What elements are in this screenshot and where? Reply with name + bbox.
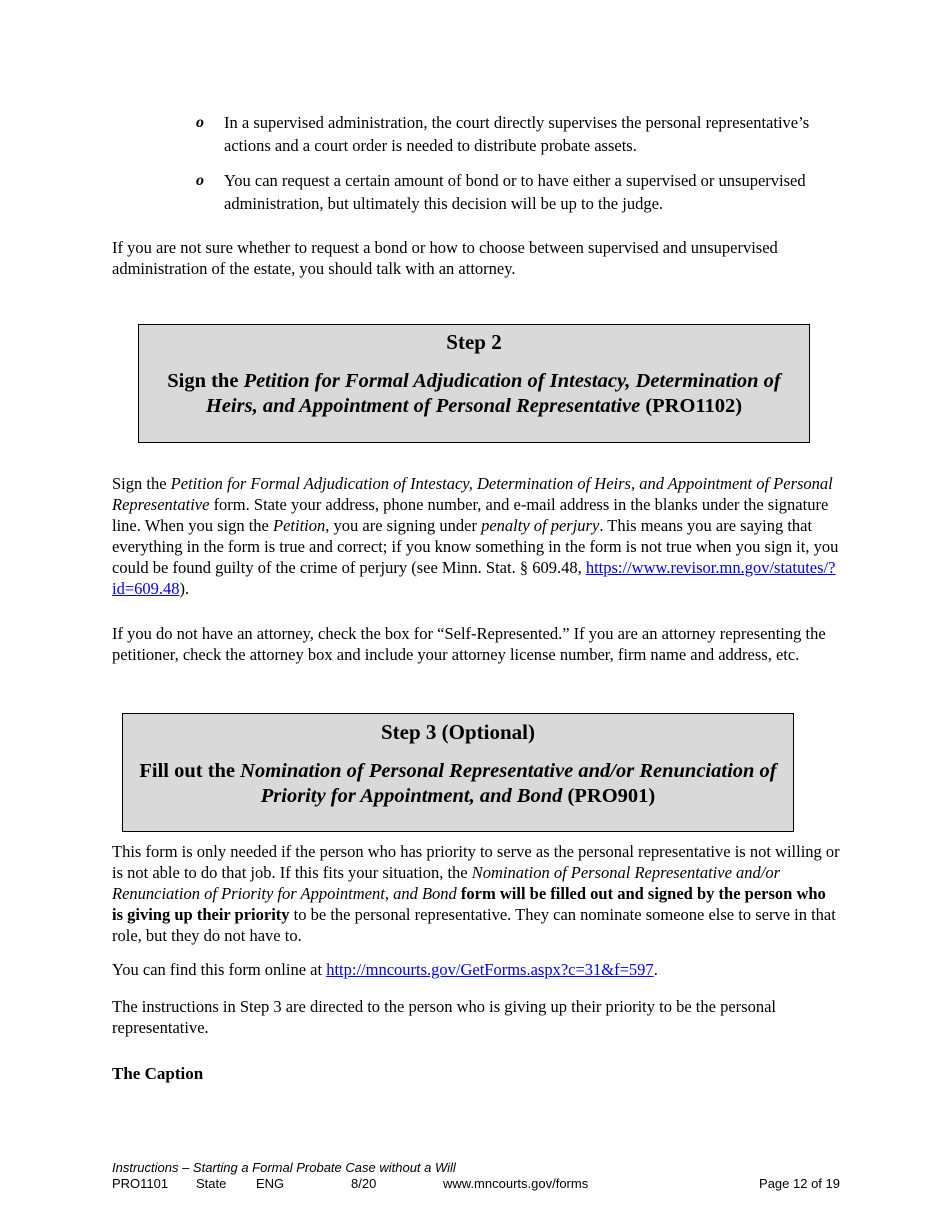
footer-page-number: Page 12 of 19 [759,1176,840,1191]
step2-subtitle-prefix: Sign the [167,370,244,392]
step2-paragraph-sign [112,473,840,599]
form-link[interactable]: http://mncourts.gov/GetForms.aspx?c=31&f=597 [326,960,654,979]
text-run: Sign the [112,474,171,493]
list-item [196,111,836,157]
italic-petition: Petition [273,516,326,535]
italic-penalty: penalty of perjury [481,516,600,535]
step2-form-code: (PRO1102) [640,395,743,417]
italic-form-name: Nomination of Personal Representative and/or Renunciation of Priority for Appointment, and Bond [112,863,781,903]
step2-form-name: Petition for Formal Adjudication of Intestacy, Determination of Heirs, and Appointment of Personal Representative [205,370,781,417]
bullet-list [196,111,836,215]
step3-form-code: (PRO901) [562,785,656,807]
bold-text: form will be filled out and signed by the person who is giving up their priority [112,884,826,924]
bullet-marker: o [196,172,204,189]
step3-subtitle [123,759,793,809]
text-run: form. State your address, phone number, and e-mail address in the blanks under the signature line. When you sign the [112,495,829,535]
text-run: to be the personal representative. They can nominate someone else to serve in that role, but they do not have to. [112,905,836,945]
footer-title: Instructions – Starting a Formal Probate Case without a Will [112,1160,456,1175]
step2-subtitle [139,369,809,419]
footer-jurisdiction: State [196,1176,227,1191]
list-item [196,169,836,215]
footer-date: 8/20 [351,1176,377,1191]
text-run: ). [179,579,190,598]
step3-paragraph-online [112,959,840,980]
page-footer [112,1160,840,1192]
caption-heading: The Caption [112,1064,204,1083]
step3-paragraph-purpose [112,841,840,946]
footer-url: www.mncourts.gov/forms [443,1176,589,1191]
italic-form-name: Petition for Formal Adjudication of Intestacy, Determination of Heirs, and Appointment of Personal Representative [112,474,833,514]
step2-title: Step 2 [446,330,502,354]
step3-box [122,713,794,832]
text-run: . This means you are saying that everything in the form is true and correct; if you know something in the form is not true when you sign it, you could be found guilty of the crime of perjury (see Minn. Stat. § 609.48, [112,516,839,577]
text-run: . [653,960,658,979]
step3-title: Step 3 (Optional) [380,720,535,744]
bullet-marker: o [196,114,204,131]
step2-paragraph-attorney: If you do not have an attorney, check the box for “Self-Represented.” If you are an attorney representing the petitioner, check the attorney box and include your attorney license number, firm name and address, etc. [112,624,826,664]
intro-paragraph: If you are not sure whether to request a bond or how to choose between supervised and unsupervised administration of the estate, you should talk with an attorney. [112,238,778,278]
statute-link[interactable]: https://www.revisor.mn.gov/statutes/?id=609.48 [112,558,836,598]
text-run: This form is only needed if the person who has priority to serve as the personal representative is not willing or is not able to do that job. If this fits your situation, the [112,842,840,882]
step3-form-name: Nomination of Personal Representative and/or Renunciation of Priority for Appointment, and Bond [240,760,777,807]
text-run: , you are signing under [325,516,482,535]
text-run: You can find this form online at [112,960,327,979]
step3-paragraph-directed: The instructions in Step 3 are directed to the person who is giving up their priority to be the personal representative. [112,997,776,1037]
bullet-text: In a supervised administration, the court directly supervises the personal representative’s actions and a court order is needed to distribute probate assets. [224,113,810,155]
step3-subtitle-prefix: Fill out the [139,760,241,782]
footer-language: ENG [256,1176,285,1191]
footer-form-id: PRO1101 [112,1176,169,1191]
bullet-text: You can request a certain amount of bond or to have either a supervised or unsupervised administration, but ultimately this decision will be up to the judge. [224,171,806,213]
step2-box [138,324,810,443]
